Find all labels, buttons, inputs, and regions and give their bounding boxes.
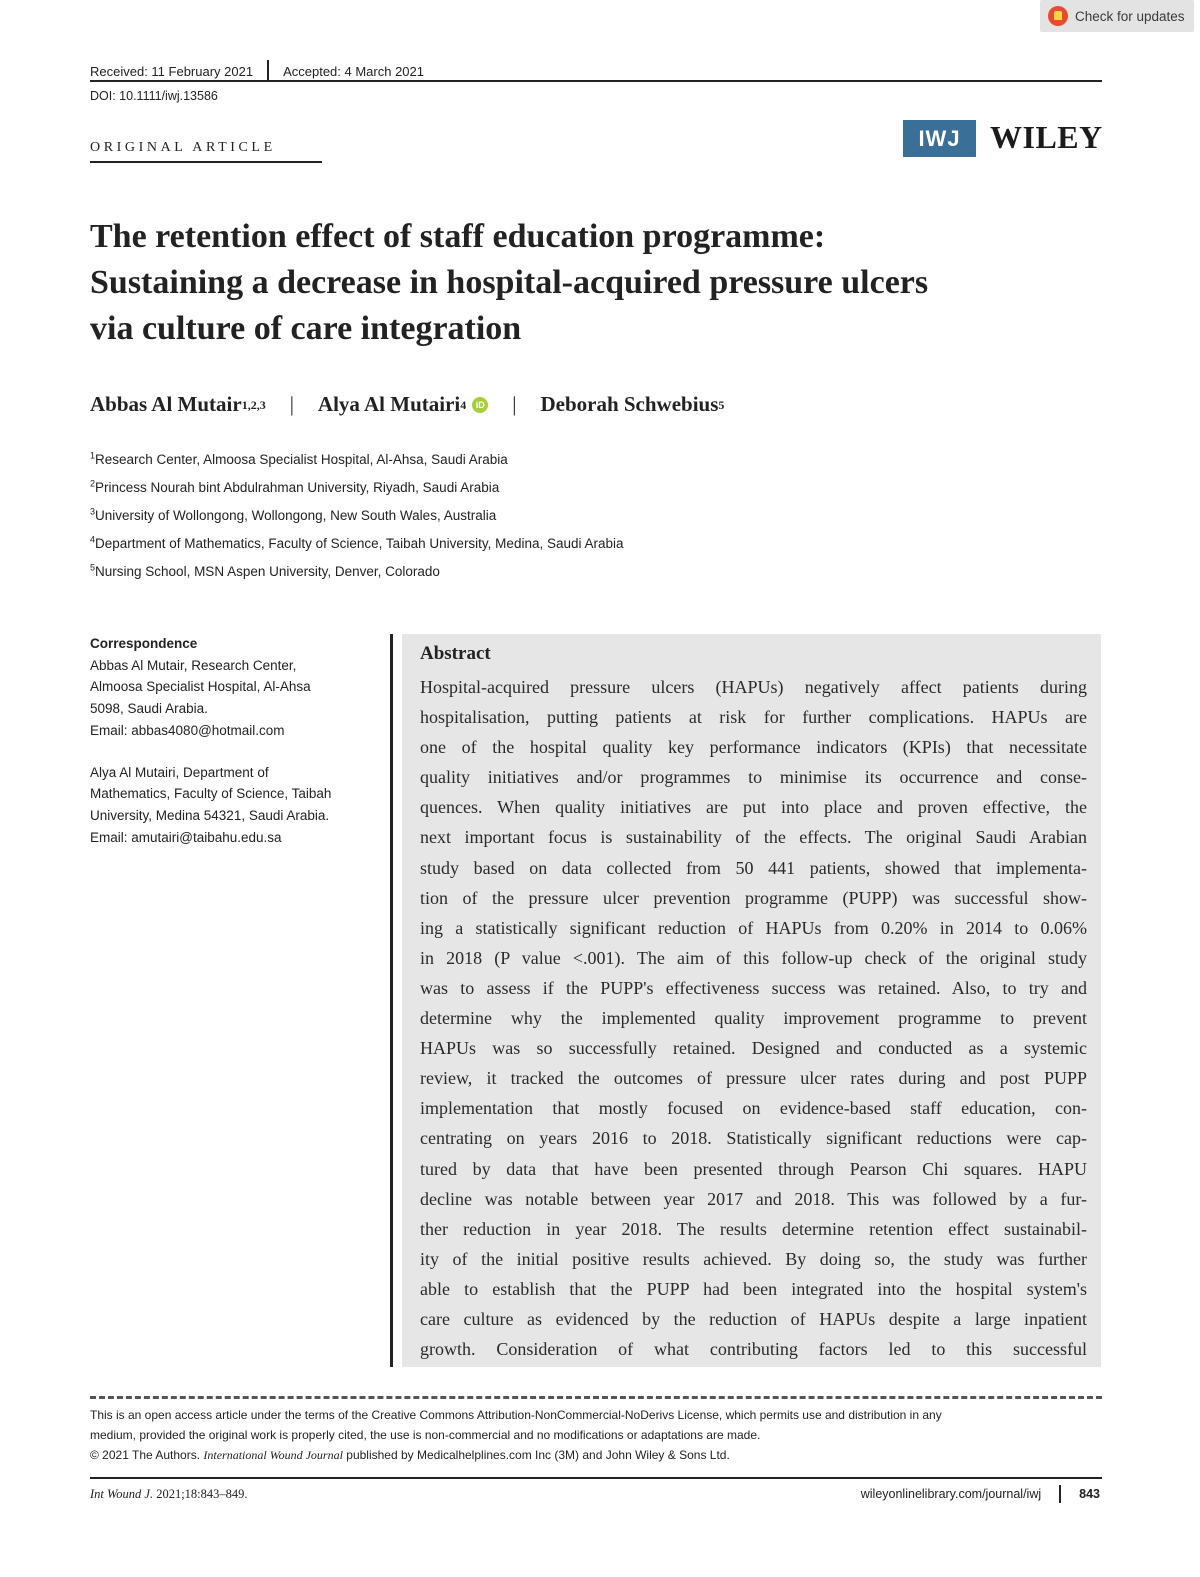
correspondence-line: Alya Al Mutairi, Department of (90, 764, 269, 780)
journal-citation (90, 1487, 248, 1502)
journal-abbrev: Int Wound J. (90, 1487, 154, 1501)
author-name[interactable]: Abbas Al Mutair (90, 392, 242, 416)
abstract-line: quality initiatives and/or programmes to minimise its occurrence and conse- (420, 767, 1087, 788)
header-rule (90, 80, 1102, 82)
correspondence-heading: Correspondence (90, 636, 198, 651)
article-type: ORIGINAL ARTICLE (90, 140, 276, 155)
citation-details: 2021;18:843–849. (153, 1487, 248, 1501)
affiliation-item (90, 448, 624, 476)
author-list: Abbas Al Mutair 1,2,3 | Alya Al Mutairi 4 iD | Deborah Schwebius 5 (90, 392, 725, 416)
affiliation-number: 1 (90, 450, 96, 461)
abstract-line: care culture as evidenced by the reduction of HAPUs despite a large inpatient (420, 1308, 1087, 1329)
affiliation-item (90, 560, 624, 588)
journal-name: International Wound Journal (203, 1448, 343, 1462)
abstract-line: ing a statistically significant reduction of HAPUs from 0.20% in 2014 to 0.06% (420, 917, 1087, 938)
abstract-line: hospitalisation, putting patients at risk for further complications. HAPUs are (420, 707, 1087, 728)
doi[interactable]: DOI: 10.1111/iwj.13586 (90, 89, 218, 103)
abstract-line: centrating on years 2016 to 2018. Statistically significant reductions were cap- (420, 1128, 1087, 1149)
abstract-line: next important focus is sustainability of the effects. The original Saudi Arabian (420, 827, 1087, 848)
author-name[interactable]: Deborah Schwebius (540, 392, 719, 416)
article-title (90, 214, 1100, 352)
abstract-line: tion of the pressure ulcer prevention programme (PUPP) was successful show- (420, 887, 1087, 908)
title-line: The retention effect of staff education programme: (90, 218, 826, 255)
license-line: medium, provided the original work is properly cited, the use is non-commercial and no modifications or adaptations are made. (90, 1428, 761, 1442)
correspondence (90, 633, 380, 868)
correspondence-email[interactable]: Email: amutairi@taibahu.edu.sa (90, 829, 282, 845)
title-line: Sustaining a decrease in hospital-acquired pressure ulcers (90, 264, 929, 301)
publisher-logo: WILEY (990, 119, 1103, 155)
affiliation-text: Research Center, Almoosa Specialist Hospital, Al-Ahsa, Saudi Arabia (95, 452, 508, 467)
check-for-updates-label: Check for updates (1075, 8, 1185, 24)
abstract-line: decline was notable between year 2017 and 2018. This was followed by a fur- (420, 1188, 1087, 1209)
footer-right (861, 1485, 1100, 1503)
affiliations (90, 448, 624, 588)
abstract-rule (390, 634, 393, 1367)
affiliation-number: 2 (90, 478, 96, 489)
abstract-line: was to assess if the PUPP's effectiveness success was retained. Also, to try and (420, 977, 1087, 998)
title-line: via culture of care integration (90, 310, 522, 347)
footer-divider (1059, 1485, 1061, 1503)
correspondence-email[interactable]: Email: abbas4080@hotmail.com (90, 722, 285, 738)
abstract-line: able to establish that the PUPP had been integrated into the hospital system's (420, 1278, 1087, 1299)
affiliation-item (90, 476, 624, 504)
correspondence-line: University, Medina 54321, Saudi Arabia. (90, 807, 330, 823)
affiliation-item (90, 532, 624, 560)
license-notice (90, 1405, 1100, 1465)
article-type-rule (90, 161, 322, 163)
affiliation-text: Department of Mathematics, Faculty of Science, Taibah University, Medina, Saudi Arabia (95, 536, 624, 551)
check-for-updates-button[interactable] (1040, 0, 1194, 32)
correspondence-line: Almoosa Specialist Hospital, Al-Ahsa (90, 679, 311, 695)
affiliation-number: 5 (90, 562, 96, 573)
correspondence-block (90, 762, 380, 849)
copyright-publisher: published by Medicalhelplines.com Inc (3M) and John Wiley & Sons Ltd. (342, 1448, 730, 1462)
journal-url-link[interactable]: wileyonlinelibrary.com/journal/iwj (860, 1487, 1042, 1501)
page-number: 843 (1079, 1487, 1100, 1501)
abstract-line: one of the hospital quality key performance indicators (KPIs) that necessitate (420, 737, 1087, 758)
correspondence-block (90, 655, 380, 742)
author-name[interactable]: Alya Al Mutairi (317, 392, 461, 416)
accepted-date: Accepted: 4 March 2021 (283, 63, 424, 79)
abstract-line: in 2018 (P value <.001). The aim of this follow-up check of the original study (420, 947, 1087, 968)
footer-rule (90, 1477, 1102, 1479)
copyright-line (90, 1445, 1100, 1465)
abstract-body (420, 672, 1087, 1364)
abstract-line: quences. When quality initiatives are put into place and proven effective, the (420, 797, 1087, 818)
correspondence-line: 5098, Saudi Arabia. (90, 701, 208, 717)
abstract-heading: Abstract (420, 643, 491, 664)
copyright-text: © 2021 The Authors. (90, 1448, 204, 1462)
abstract-line: growth. Consideration of what contributing factors led to this successful (420, 1339, 1087, 1360)
abstract-line: study based on data collected from 50 441 patients, showed that implementa- (420, 857, 1087, 878)
affiliation-number: 3 (90, 506, 96, 517)
affiliation-number: 4 (90, 534, 96, 545)
crossmark-icon (1048, 6, 1068, 26)
received-date: Received: 11 February 2021 (90, 63, 254, 79)
abstract-line: ity of the initial positive results achieved. By doing so, the study was further (420, 1248, 1087, 1269)
abstract-line: determine why the implemented quality improvement programme to prevent (420, 1008, 1087, 1029)
abstract-line: Hospital-acquired pressure ulcers (HAPUs) negatively affect patients during (420, 677, 1087, 697)
abstract-line: tured by data that have been presented through Pearson Chi squares. HAPU (420, 1158, 1087, 1179)
author-separator: | (512, 392, 517, 416)
affiliation-item (90, 504, 624, 532)
affiliation-text: Nursing School, MSN Aspen University, Denver, Colorado (95, 564, 440, 579)
dates-divider (267, 60, 269, 82)
correspondence-line: Abbas Al Mutair, Research Center, (90, 657, 297, 673)
license-line: This is an open access article under the terms of the Creative Commons Attribution-NonCommercial-NoDerivs License, which permits use and distribution in any (90, 1408, 942, 1422)
abstract-line: ther reduction in year 2018. The results determine retention effect sustainabil- (420, 1218, 1087, 1239)
correspondence-line: Mathematics, Faculty of Science, Taibah (90, 786, 332, 802)
affiliation-text: University of Wollongong, Wollongong, New South Wales, Australia (95, 508, 497, 523)
author-separator: | (289, 392, 294, 416)
dates-row (90, 60, 424, 82)
orcid-icon[interactable]: iD (472, 397, 488, 413)
journal-logo: IWJ (903, 120, 976, 157)
abstract-line: review, it tracked the outcomes of pressure ulcer rates during and post PUPP (420, 1068, 1087, 1089)
affiliation-text: Princess Nourah bint Abdulrahman University, Riyadh, Saudi Arabia (95, 480, 500, 495)
license-divider (90, 1396, 1102, 1399)
abstract-line: implementation that mostly focused on evidence-based staff education, con- (420, 1098, 1087, 1119)
abstract-line: HAPUs was so successfully retained. Designed and conducted as a systemic (420, 1038, 1087, 1059)
